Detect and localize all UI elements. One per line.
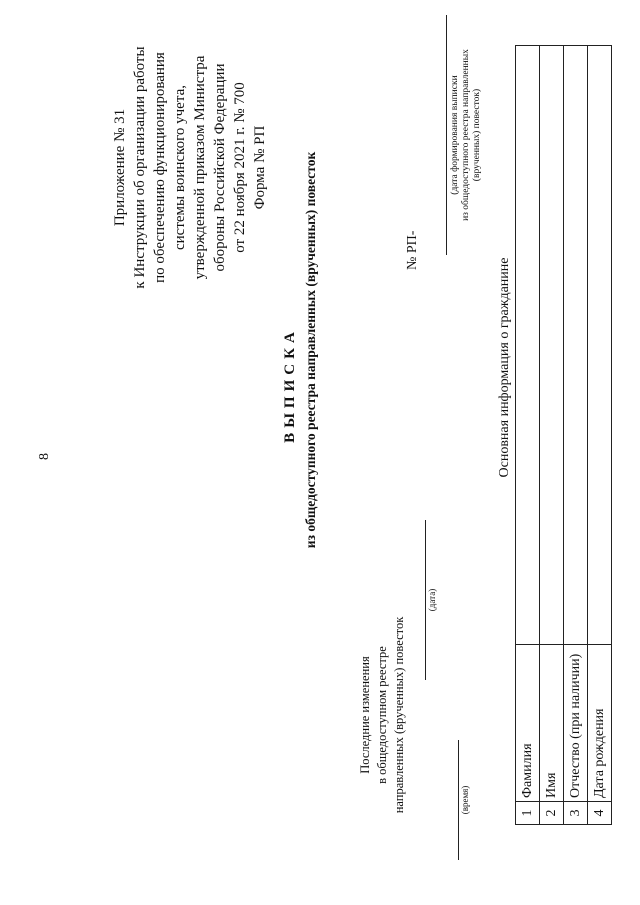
time-line xyxy=(458,740,459,860)
appendix-line: утвержденной приказом Министра xyxy=(192,55,208,280)
row-number: 3 xyxy=(564,802,588,825)
date-line xyxy=(425,520,426,680)
formation-date-line-text: (врученных) повесток) xyxy=(472,88,482,182)
table-row xyxy=(540,46,564,825)
page-number: 8 xyxy=(37,453,52,460)
citizen-info-table xyxy=(515,45,612,825)
last-changes-line: направленных (врученных) повесток xyxy=(392,616,406,814)
appendix-line: Приложение № 31 xyxy=(112,108,128,227)
appendix-line: Форма № РП xyxy=(252,125,268,210)
section-title: Основная информация о гражданине xyxy=(497,257,512,478)
appendix-line: системы воинского учета, xyxy=(172,85,188,250)
row-label: Фамилия xyxy=(516,645,540,802)
row-label: Отчество (при наличии) xyxy=(564,645,588,802)
last-changes-line: в общедоступном реестре xyxy=(375,646,389,784)
row-value xyxy=(516,46,540,645)
appendix-line: к Инструкции об организации работы xyxy=(132,46,148,289)
formation-date-label xyxy=(450,15,483,255)
table-row xyxy=(516,46,540,825)
table-row xyxy=(588,46,612,825)
appendix-block xyxy=(110,25,270,310)
row-number: 2 xyxy=(540,802,564,825)
last-changes-line: Последние изменения xyxy=(358,656,372,774)
document-subtitle: из общедоступного реестра направленных (врученных) повесток xyxy=(303,151,318,549)
date-label: (дата) xyxy=(427,588,437,612)
formation-date-line-text: из общедоступного реестра направленных xyxy=(461,49,471,221)
time-label: (время) xyxy=(460,785,470,815)
formation-date-line-text: (дата формирования выписки xyxy=(450,75,460,195)
row-value xyxy=(540,46,564,645)
row-value xyxy=(588,46,612,645)
appendix-line: обороны Российской Федерации xyxy=(212,63,228,272)
appendix-line: от 22 ноября 2021 г. № 700 xyxy=(232,82,248,253)
formation-date-line xyxy=(446,15,447,255)
row-value xyxy=(564,46,588,645)
registry-number: № РП- xyxy=(405,230,420,270)
row-number: 1 xyxy=(516,802,540,825)
row-label: Имя xyxy=(540,645,564,802)
table-row xyxy=(564,46,588,825)
document-title: ВЫПИСКА xyxy=(282,327,298,443)
row-number: 4 xyxy=(588,802,612,825)
last-changes-label xyxy=(357,600,408,830)
appendix-line: по обеспечению функционирования xyxy=(152,52,168,283)
row-label: Дата рождения xyxy=(588,645,612,802)
